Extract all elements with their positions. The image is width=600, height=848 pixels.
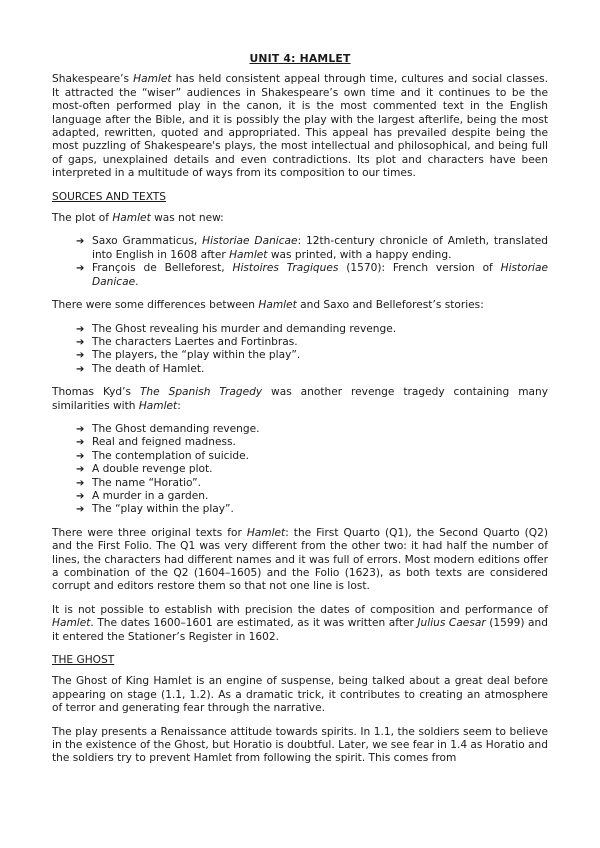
italic-title: Historiae Danicae xyxy=(92,262,548,288)
italic-title: Hamlet xyxy=(258,299,297,312)
text-run: There were some differences between xyxy=(52,299,259,312)
text-run: and Saxo and Belleforest’s stories: xyxy=(296,299,484,312)
italic-title: The Spanish Tragedy xyxy=(139,386,263,399)
text-run: was printed, with a happy ending. xyxy=(267,248,452,261)
page-title: UNIT 4: HAMLET xyxy=(249,52,351,65)
italic-title: Hamlet xyxy=(112,212,151,225)
text-run: It is not possible to establish with precision the dates of composition and performance of xyxy=(52,603,548,616)
italic-title: Julius Caesar xyxy=(417,617,486,630)
text-run: Saxo Grammaticus, xyxy=(92,235,203,248)
text-run: has held consistent appeal through time, cultures and social classes. It attracted the “wiser” audiences in Shakespeare’s own time and it continues to be the most-often performed play in the canon, it is the most commented text in the English language after the Bible, and it is possibly the play with the largest afterlife, being the most adapted, rewritten, quoted and appropriated. This appeal has prevailed despite being the most puzzling of Shakespeare's plays, the most intellectual and philosophical, and being full of gaps, unexplained details and even contradictions. Its plot and characters have been interpreted in a multitude of ways from its composition to our times. xyxy=(52,73,548,180)
text-run: was another revenge tragedy containing many similarities with xyxy=(52,386,548,412)
ghost-paragraph-2: The play presents a Renaissance attitude towards spirits. In 1.1, the soldiers seem to believe in the existence of the Ghost, but Horatio is doubtful. Later, we see fear in 1.4 as Horatio and the soldiers try to prevent Hamlet from following the spirit. This comes from xyxy=(52,725,548,765)
italic-title: Hamlet xyxy=(52,617,91,630)
dates-paragraph xyxy=(52,604,548,644)
text-run: There were three original texts for xyxy=(52,526,247,539)
italic-title: Hamlet xyxy=(246,526,286,539)
text-run: Shakespeare’s xyxy=(52,73,134,86)
text-run: : xyxy=(177,399,181,412)
text-run: Thomas Kyd’s xyxy=(52,386,140,399)
italic-title: Histoires Tragiques xyxy=(232,262,339,275)
list-item xyxy=(76,235,548,262)
plot-paragraph xyxy=(52,212,548,225)
text-run: : 12th-century chronicle of Amleth, translated into English in 1608 after xyxy=(92,235,548,261)
differences-paragraph xyxy=(52,299,548,312)
text-run: was not new: xyxy=(150,212,224,225)
text-run: (1599) and it entered the Stationer’s Register in 1602. xyxy=(52,617,548,643)
list-item xyxy=(76,262,548,289)
intro-paragraph xyxy=(52,73,548,180)
list-item: ➔ The Ghost revealing his murder and demanding revenge. xyxy=(76,323,548,336)
list-item: ➔ The Ghost demanding revenge. xyxy=(76,423,548,436)
list-item: ➔ A double revenge plot. xyxy=(76,463,548,476)
list-item: ➔ The contemplation of suicide. xyxy=(76,450,548,463)
italic-title: Historiae Danicae xyxy=(202,235,298,248)
list-item: ➔ The “play within the play”. xyxy=(76,503,548,516)
italic-title: Hamlet xyxy=(133,73,172,86)
italic-title: Hamlet xyxy=(229,248,268,261)
section-heading-ghost: THE GHOST xyxy=(52,654,115,667)
texts-paragraph xyxy=(52,527,548,594)
kyd-paragraph xyxy=(52,386,548,413)
section-heading-sources: SOURCES AND TEXTS xyxy=(52,190,166,203)
text-run: . xyxy=(135,275,139,288)
differences-list xyxy=(52,323,548,377)
similarities-list xyxy=(52,423,548,517)
text-run: The plot of xyxy=(52,212,113,225)
sources-list xyxy=(52,235,548,289)
ghost-paragraph-1: The Ghost of King Hamlet is an engine of suspense, being talked about a great deal before appearing on stage (1.1, 1.2). As a dramatic trick, it contributes to creating an atmosphere of terror and generating fear through the narrative. xyxy=(52,675,548,715)
list-item: ➔ A murder in a garden. xyxy=(76,490,548,503)
list-item: ➔ The name “Horatio”. xyxy=(76,477,548,490)
italic-title: Hamlet xyxy=(138,399,178,412)
text-run: (1570): French version of xyxy=(338,262,501,275)
list-item: ➔ The players, the “play within the play”. xyxy=(76,349,548,362)
list-item: ➔ Real and feigned madness. xyxy=(76,436,548,449)
list-item: ➔ The characters Laertes and Fortinbras. xyxy=(76,336,548,349)
text-run: . The dates 1600–1601 are estimated, as it was written after xyxy=(90,617,418,630)
text-run: François de Belleforest, xyxy=(92,262,233,275)
text-run: : the First Quarto (Q1), the Second Quarto (Q2) and the First Folio. The Q1 was very different from the other two: it had half the number of lines, the characters had different names and it was full of errors. Most modern editions offer a combination of the Q2 (1604–1605) and the Folio (1623), as both texts are considered corrupt and editors restore them so that not one line is lost. xyxy=(52,526,548,593)
list-item: ➔ The death of Hamlet. xyxy=(76,363,548,376)
